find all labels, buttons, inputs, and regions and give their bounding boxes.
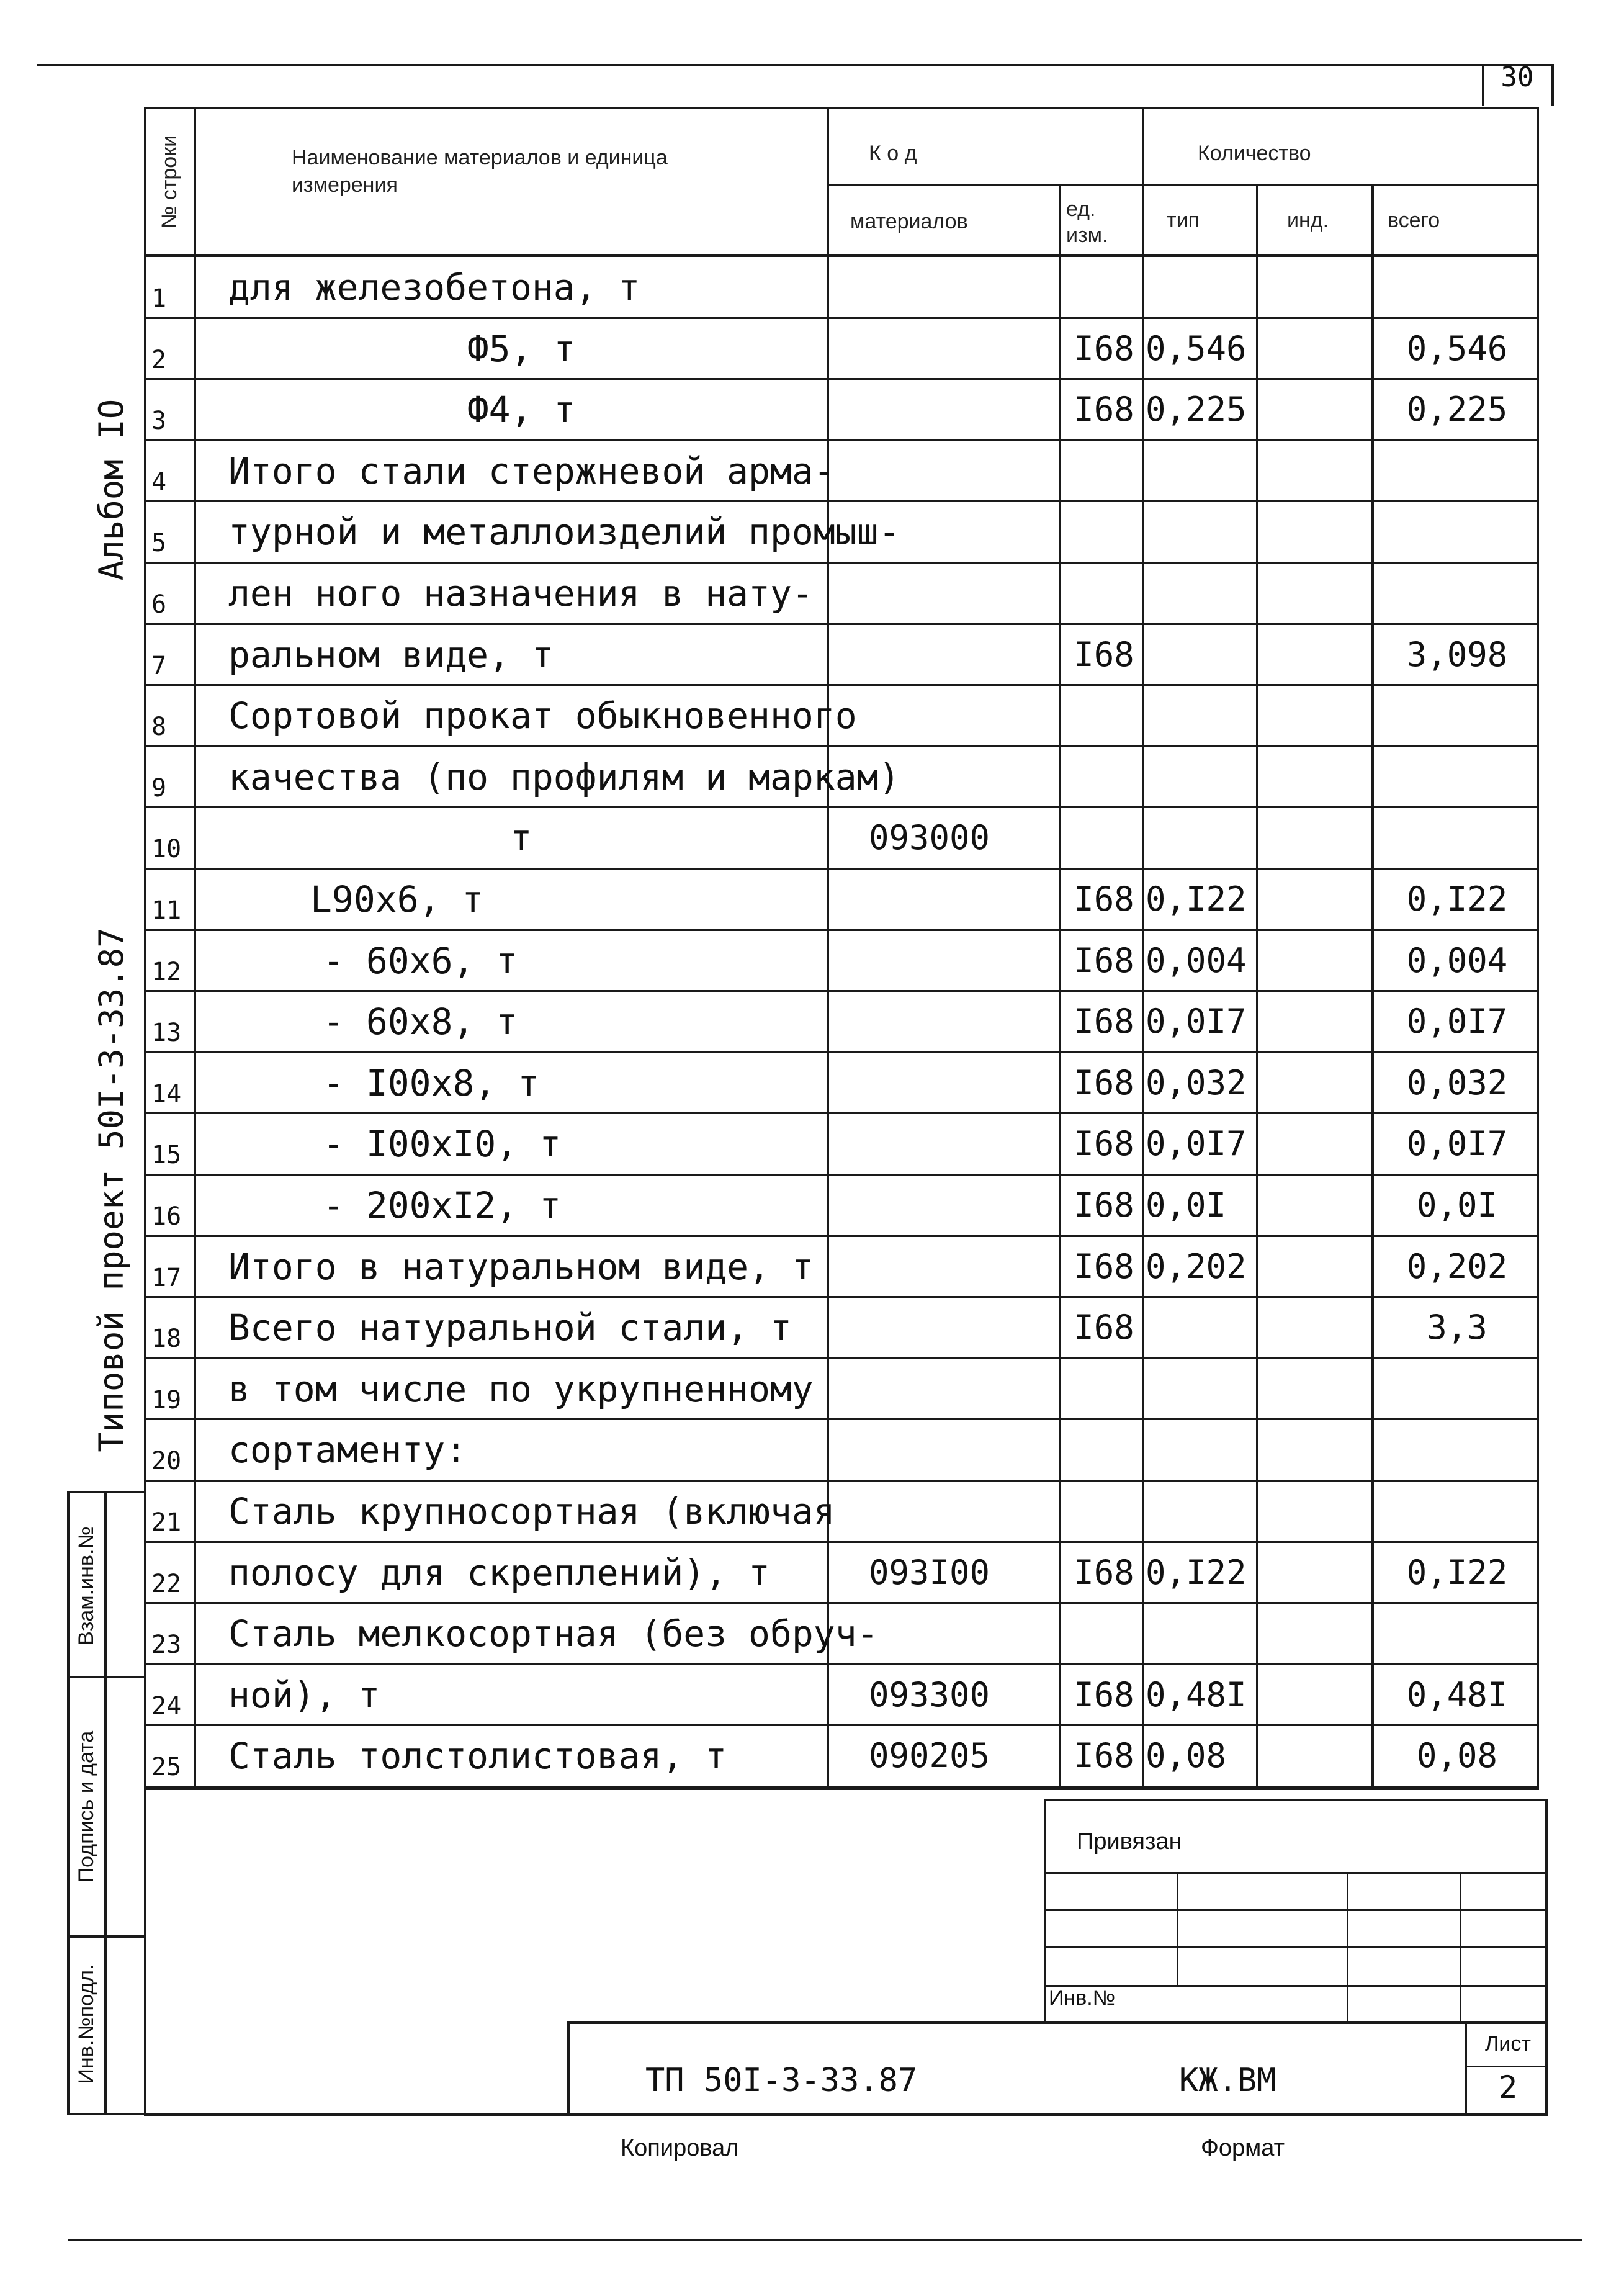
sidebar-sep-1: [67, 1676, 146, 1678]
qty-type: 0,546: [1146, 329, 1247, 368]
row-number: 5: [151, 529, 167, 557]
vzam-inv-label: Взам.инв.№: [74, 1526, 98, 1645]
format-label: Формат: [1201, 2135, 1285, 2161]
row-divider: [144, 990, 1539, 992]
material-name: ральном виде, т: [228, 634, 554, 676]
row-divider: [144, 1235, 1539, 1237]
material-name: Ф4, т: [467, 389, 576, 431]
row-number: 4: [151, 468, 167, 497]
material-name: Всего натуральной стали, т: [228, 1307, 792, 1349]
stamp-grid-v2: [1347, 1872, 1348, 2022]
qty-total: 0,546: [1406, 329, 1508, 368]
row-divider: [144, 684, 1539, 686]
material-name: - I00xI0, т: [323, 1123, 562, 1165]
unit-code: I68: [1074, 880, 1134, 919]
row-divider: [144, 439, 1539, 441]
project-label: Типовой проект 50I-3-33.87: [92, 927, 131, 1452]
row-number: 10: [151, 835, 182, 863]
title-block-left-line: [567, 2021, 570, 2115]
stamp-top-line: [1044, 1799, 1548, 1801]
qty-type: 0,I22: [1146, 1553, 1247, 1592]
title-block-top-line: [567, 2021, 1548, 2024]
stamp-grid-2: [1044, 1909, 1548, 1911]
privyazan-label: Привязан: [1077, 1829, 1182, 1855]
qty-total: 0,202: [1406, 1247, 1508, 1286]
material-name: полосу для скреплений), т: [228, 1552, 770, 1594]
qty-total: 3,098: [1406, 635, 1508, 674]
row-number: 16: [151, 1202, 182, 1231]
row-number: 15: [151, 1141, 182, 1169]
qty-type: 0,225: [1146, 390, 1247, 429]
qty-type: 0,08: [1146, 1736, 1227, 1775]
unit-code: I68: [1074, 1124, 1134, 1163]
sheet-label: Лист: [1485, 2032, 1531, 2056]
podpis-data-label: Подпись и дата: [74, 1730, 98, 1883]
row-divider: [144, 929, 1539, 931]
qty-type: 0,0I7: [1146, 1124, 1247, 1163]
album-label: Альбом IO: [92, 398, 131, 581]
stamp-grid-v1: [1177, 1872, 1178, 1985]
row-number: 24: [151, 1692, 182, 1721]
row-divider: [144, 317, 1539, 319]
material-code: 093000: [869, 818, 990, 857]
material-name: для железобетона, т: [228, 266, 640, 308]
row-number: 12: [151, 958, 182, 986]
row-divider: [144, 1724, 1539, 1726]
material-name: в том числе по укрупненному: [228, 1368, 814, 1410]
qty-total: 0,0I: [1416, 1185, 1498, 1225]
row-number: 13: [151, 1019, 182, 1047]
row-number: 20: [151, 1447, 182, 1475]
row-number: 6: [151, 590, 167, 619]
unit-code: I68: [1074, 1063, 1134, 1102]
unit-code: I68: [1074, 1002, 1134, 1041]
unit-code: I68: [1074, 635, 1134, 674]
material-name: сортаменту:: [228, 1429, 467, 1471]
name-header: Наименование материалов и единица измерения: [292, 146, 668, 197]
row-number: 2: [151, 346, 167, 374]
page-bottom-rule: [68, 2239, 1582, 2241]
qty-type: 0,0I: [1146, 1185, 1227, 1225]
qty-total: 0,225: [1406, 390, 1508, 429]
row-number: 9: [151, 774, 167, 803]
row-number: 8: [151, 713, 167, 741]
unit-code: I68: [1074, 329, 1134, 368]
stamp-grid-3: [1044, 1946, 1548, 1948]
qty-total: 0,48I: [1406, 1675, 1508, 1714]
unit-code: I68: [1074, 1675, 1134, 1714]
material-name: лен ного назначения в нату-: [228, 572, 814, 614]
inv-no-label: Инв.№: [1049, 1986, 1116, 2010]
qty-type: 0,032: [1146, 1063, 1247, 1102]
qty-total-header: всего: [1388, 209, 1440, 232]
qty-type: 0,0I7: [1146, 1002, 1247, 1041]
row-divider: [144, 1663, 1539, 1665]
row-number-header: № строки: [158, 135, 181, 229]
material-name: ной), т: [228, 1674, 380, 1716]
unit-code: I68: [1074, 941, 1134, 980]
material-name: - 60x8, т: [323, 1001, 518, 1043]
qty-total: 0,032: [1406, 1063, 1508, 1102]
sidebar-top-line: [67, 1491, 146, 1493]
row-divider: [144, 623, 1539, 625]
row-number: 3: [151, 407, 167, 435]
material-name: качества (по профилям и маркам): [228, 756, 900, 798]
unit-code: I68: [1074, 1247, 1134, 1286]
material-name: - I00x8, т: [323, 1062, 540, 1104]
row-divider: [144, 806, 1539, 808]
unit-code: I68: [1074, 390, 1134, 429]
qty-type: 0,48I: [1146, 1675, 1247, 1714]
row-divider: [144, 500, 1539, 502]
material-code: 093I00: [869, 1553, 990, 1592]
unit-code: I68: [1074, 1308, 1134, 1347]
qty-total: 3,3: [1427, 1308, 1487, 1347]
row-divider: [144, 1112, 1539, 1114]
row-divider: [144, 1418, 1539, 1420]
material-name: Итого стали стержневой арма-: [228, 450, 835, 492]
material-name: т: [510, 817, 532, 859]
row-divider: [144, 1480, 1539, 1482]
qty-total: 0,0I7: [1406, 1124, 1508, 1163]
row-divider: [144, 868, 1539, 870]
sidebar-outer-line: [67, 1491, 70, 2115]
material-code: 090205: [869, 1736, 990, 1775]
row-divider: [144, 745, 1539, 747]
qty-type: 0,004: [1146, 941, 1247, 980]
unit-code: I68: [1074, 1553, 1134, 1592]
material-name: Ф5, т: [467, 328, 576, 370]
doc-code: ТП 50I-3-33.87: [645, 2062, 918, 2099]
unit-code: I68: [1074, 1736, 1134, 1775]
stamp-right-line: [1545, 1799, 1548, 2115]
row-divider: [144, 1602, 1539, 1604]
row-number: 23: [151, 1631, 182, 1659]
row-divider: [144, 1357, 1539, 1359]
qty-total: 0,004: [1406, 941, 1508, 980]
qty-type-header: тип: [1167, 209, 1200, 232]
row-divider: [144, 562, 1539, 564]
row-divider: [144, 1296, 1539, 1298]
row-number: 19: [151, 1386, 182, 1415]
stamp-grid-v3: [1460, 1872, 1461, 2022]
corner-sheet-number: 30: [1501, 62, 1534, 93]
material-code: 093300: [869, 1675, 990, 1714]
code-header: К о д: [869, 142, 917, 165]
qty-total: 0,I22: [1406, 880, 1508, 919]
row-number: 1: [151, 284, 167, 313]
row-divider: [144, 1786, 1539, 1788]
stamp-grid-1: [1044, 1872, 1548, 1874]
qty-total: 0,I22: [1406, 1553, 1508, 1592]
code-unit-header: ед. изм.: [1066, 197, 1108, 247]
doc-mark: КЖ.ВМ: [1179, 2062, 1276, 2099]
row-number: 18: [151, 1325, 182, 1353]
unit-code: I68: [1074, 1185, 1134, 1225]
qty-ind-header: инд.: [1287, 209, 1329, 232]
material-name: L90x6, т: [310, 878, 484, 920]
quantity-header: Количество: [1198, 142, 1311, 165]
row-number: 7: [151, 652, 167, 680]
frame-left-lower: [144, 1788, 146, 2115]
sheet-label-line: [1465, 2066, 1548, 2067]
row-divider: [144, 1541, 1539, 1543]
title-block-sheet-line: [1465, 2021, 1467, 2115]
material-name: Сортовой прокат обыкновенного: [228, 695, 857, 737]
qty-total: 0,0I7: [1406, 1002, 1508, 1041]
material-name: Сталь крупносортная (включая: [228, 1490, 835, 1532]
code-material-header: материалов: [850, 210, 968, 233]
row-number: 21: [151, 1508, 182, 1537]
row-divider: [144, 1051, 1539, 1053]
material-name: - 60x6, т: [323, 940, 518, 982]
row-divider: [144, 378, 1539, 380]
row-divider: [144, 1174, 1539, 1176]
material-name: Сталь мелкосортная (без обруч-: [228, 1613, 879, 1655]
material-name: турной и металлоизделий промыш-: [228, 511, 900, 553]
material-name: Итого в натуральном виде, т: [228, 1246, 814, 1288]
sidebar-inner-line: [104, 1491, 107, 2115]
row-number: 14: [151, 1080, 182, 1109]
row-number: 25: [151, 1753, 182, 1781]
qty-type: 0,I22: [1146, 880, 1247, 919]
row-number: 11: [151, 896, 182, 925]
row-number: 22: [151, 1570, 182, 1598]
qty-total: 0,08: [1416, 1736, 1498, 1775]
sheet-number: 2: [1498, 2069, 1518, 2105]
material-name: Сталь толстолистовая, т: [228, 1735, 727, 1777]
qty-type: 0,202: [1146, 1247, 1247, 1286]
inv-podl-label: Инв.№подл.: [74, 1964, 98, 2084]
copied-label: Копировал: [621, 2135, 739, 2161]
material-name: - 200xI2, т: [323, 1184, 562, 1226]
row-number: 17: [151, 1264, 182, 1292]
frame-bottom-line: [144, 2113, 1548, 2116]
